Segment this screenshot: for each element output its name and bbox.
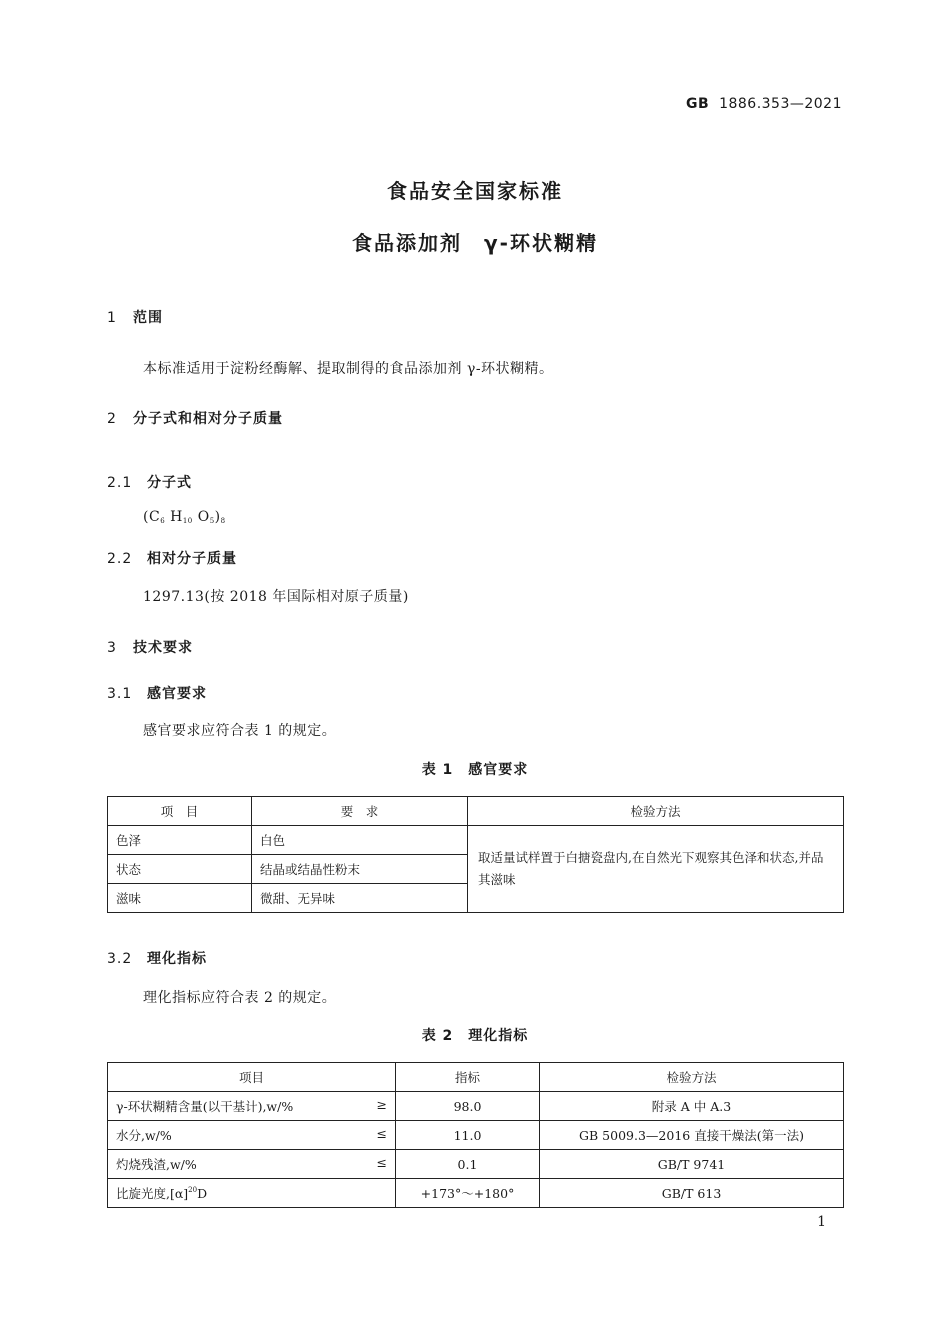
item-cell: 灼烧残渣,w/% ≤ [108, 1150, 396, 1179]
method-cell: GB/T 9741 [540, 1150, 844, 1179]
item-cell: γ-环状糊精含量(以干基计),w/% ≥ [108, 1092, 396, 1121]
requirement-cell: 微甜、无异味 [252, 884, 468, 913]
table-row [108, 1121, 844, 1150]
value-cell: 11.0 [396, 1121, 540, 1150]
molecular-mass-text: 1297.13(按 2018 年国际相对原子质量) [143, 589, 409, 605]
table-2-physicochemical [107, 1062, 844, 1208]
section-2-heading: 2 分子式和相对分子质量 [107, 411, 283, 427]
item-cell: 比旋光度$,[\alpha]^{20}D$ [108, 1179, 396, 1208]
table-header-row [108, 797, 844, 826]
molecular-formula: ($C_6$ $H_{10}$ $O_5)_8$ [143, 509, 226, 525]
section-3-2-heading: 3.2 理化指标 [107, 951, 207, 967]
sub-title: 食品添加剂 γ-环状糊精 [352, 231, 598, 255]
section-2-2-heading: 2.2 相对分子质量 [107, 551, 237, 567]
table-row [108, 1179, 844, 1208]
comparison-symbol: ≤ [376, 1155, 387, 1170]
requirement-cell: 白色 [252, 826, 468, 855]
comparison-symbol: ≥ [376, 1097, 387, 1112]
table-row [108, 1150, 844, 1179]
column-header: 指标 [396, 1063, 540, 1092]
standard-code: 1886.353—2021 [719, 96, 842, 112]
section-3-1-heading: 3.1 感官要求 [107, 686, 207, 702]
comparison-symbol: ≤ [376, 1126, 387, 1141]
table-2-caption: 表 2 理化指标 [421, 1028, 529, 1044]
requirement-cell: 结晶或结晶性粉末 [252, 855, 468, 884]
value-cell: 98.0 [396, 1092, 540, 1121]
column-header: 检验方法 [540, 1063, 844, 1092]
table-1-caption: 表 1 感官要求 [421, 762, 529, 778]
section-2-1-heading: 2.1 分子式 [107, 475, 192, 491]
section-1-heading: 1 范围 [107, 310, 163, 326]
table-header-row [108, 1063, 844, 1092]
method-cell: 附录 A 中 A.3 [540, 1092, 844, 1121]
item-cell: 滋味 [108, 884, 252, 913]
item-cell: 色泽 [108, 826, 252, 855]
item-cell: 水分,w/% ≤ [108, 1121, 396, 1150]
section-1-text: 本标准适用于淀粉经酶解、提取制得的食品添加剂 γ-环状糊精。 [143, 361, 554, 377]
page-number: 1 [817, 1214, 826, 1230]
column-header: 要 求 [252, 797, 468, 826]
column-header: 检验方法 [468, 797, 844, 826]
table-row [108, 826, 844, 855]
section-3-2-text: 理化指标应符合表 2 的规定。 [143, 990, 337, 1006]
method-cell: GB 5009.3—2016 直接干燥法(第一法) [540, 1121, 844, 1150]
section-3-1-text: 感官要求应符合表 1 的规定。 [143, 723, 337, 739]
document-header [686, 96, 842, 112]
column-header: 项 目 [108, 797, 252, 826]
table-1-sensory [107, 796, 844, 913]
value-cell: +173°～+180° [396, 1179, 540, 1208]
table-row [108, 1092, 844, 1121]
standard-prefix: GB [685, 96, 710, 112]
value-cell: 0.1 [396, 1150, 540, 1179]
method-cell: GB/T 613 [540, 1179, 844, 1208]
main-title: 食品安全国家标准 [387, 179, 563, 203]
column-header: 项目 [108, 1063, 396, 1092]
method-cell: 取适量试样置于白搪瓷盘内,在自然光下观察其色泽和状态,并品其滋味 [468, 826, 844, 913]
section-3-heading: 3 技术要求 [107, 640, 193, 656]
item-cell: 状态 [108, 855, 252, 884]
